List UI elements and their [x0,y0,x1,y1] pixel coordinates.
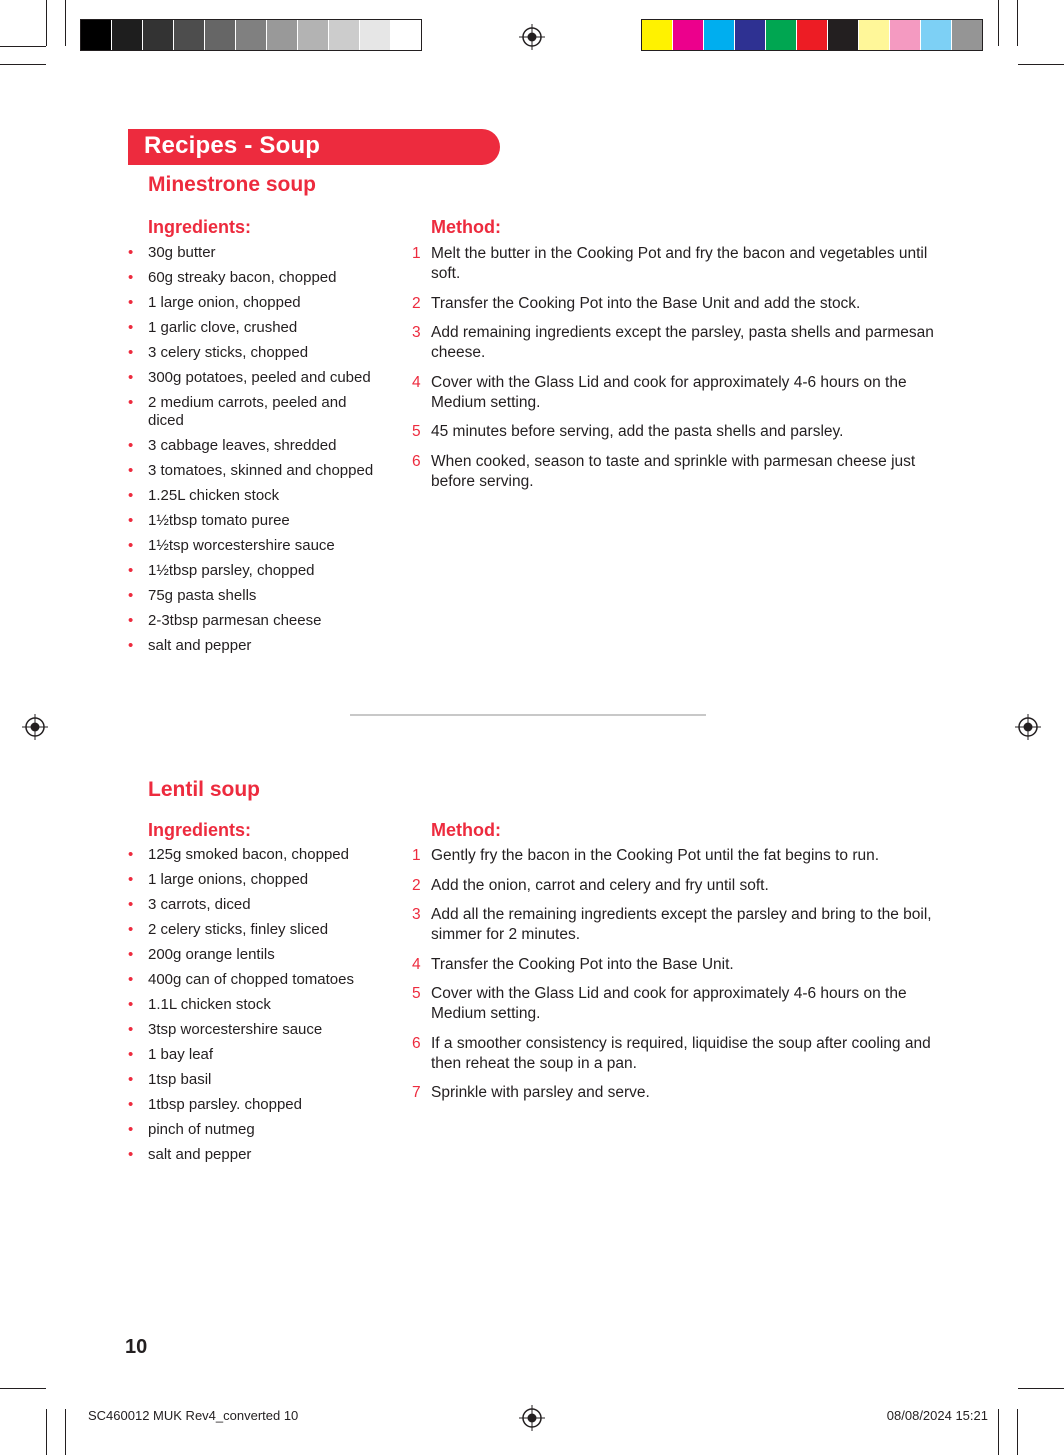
section-header-bar [128,129,500,165]
method-heading: Method: [431,820,501,840]
method-list-minestrone [406,244,946,501]
color-swatch [673,20,704,50]
ingredient-text: 1½tbsp tomato puree [148,512,290,529]
ingredient-item [128,512,378,530]
method-step [406,1034,946,1074]
bullet-icon: • [128,344,134,361]
step-number: 4 [412,373,421,391]
crop-mark [46,1409,47,1455]
method-step [406,846,946,866]
bullet-icon: • [128,896,134,913]
crop-mark [1018,64,1064,65]
ingredient-item [128,871,378,889]
ingredients-list-minestrone [128,244,378,662]
ingredient-item [128,587,378,605]
ingredient-item [128,1146,378,1164]
ingredient-item [128,846,378,864]
bullet-icon: • [128,437,134,454]
ingredient-item [128,319,378,337]
step-text: Cover with the Glass Lid and cook for approximately 4-6 hours on the Medium setting. [431,373,907,411]
color-swatch [952,20,982,50]
step-number: 6 [412,452,421,470]
ingredient-text: 1 large onion, chopped [148,294,301,311]
registration-mark-icon [519,1405,545,1431]
color-swatch [112,20,143,50]
step-text: Transfer the Cooking Pot into the Base Unit and add the stock. [431,294,861,312]
bullet-icon: • [128,487,134,504]
bullet-icon: • [128,369,134,386]
bullet-icon: • [128,846,134,863]
step-number: 5 [412,985,421,1002]
step-number: 3 [412,906,421,923]
crop-mark [0,1388,46,1389]
ingredient-text: 1 large onions, chopped [148,871,309,888]
method-step [406,294,946,314]
color-swatch [236,20,267,50]
color-swatch [143,20,174,50]
bullet-icon: • [128,269,134,286]
step-number: 6 [412,1034,421,1052]
ingredient-item [128,269,378,287]
method-step [406,323,946,363]
page-number: 10 [125,1336,148,1358]
ingredient-item [128,369,378,387]
step-number: 2 [412,294,421,312]
bullet-icon: • [128,1021,134,1038]
color-swatch [828,20,859,50]
crop-mark [998,1409,999,1455]
ingredient-item [128,612,378,630]
crop-mark [1018,1388,1064,1389]
ingredient-text: 2-3tbsp parmesan cheese [148,612,322,629]
color-swatch [890,20,921,50]
ingredient-text: 1tsp basil [148,1071,212,1088]
ingredient-text: 3 carrots, diced [148,896,251,913]
color-swatch [859,20,890,50]
bullet-icon: • [128,971,134,988]
print-slug-date: 08/08/2024 15:21 [886,1408,988,1423]
ingredient-item [128,1046,378,1064]
ingredient-item [128,487,378,505]
color-swatch [298,20,329,50]
ingredient-text: salt and pepper [148,1146,252,1163]
color-swatch [81,20,112,50]
ingredient-text: 30g butter [148,244,216,261]
color-swatch [735,20,766,50]
step-number: 1 [412,847,421,864]
ingredient-item [128,294,378,312]
bullet-icon: • [128,319,134,336]
ingredient-text: 125g smoked bacon, chopped [148,846,349,863]
ingredient-item [128,437,378,455]
ingredient-text: 1 garlic clove, crushed [148,319,298,336]
method-step [406,452,946,492]
ingredient-item [128,537,378,555]
method-step [406,876,946,896]
recipe-title-minestrone: Minestrone soup [148,173,317,196]
step-number: 4 [412,955,421,973]
crop-mark [65,0,66,46]
ingredient-text: 1 bay leaf [148,1046,214,1063]
ingredient-text: 2 celery sticks, finley sliced [148,921,329,938]
bullet-icon: • [128,394,134,411]
ingredient-text: 2 medium carrots, peeled and diced [148,394,347,429]
bullet-icon: • [128,612,134,629]
bullet-icon: • [128,1071,134,1088]
color-swatch [267,20,298,50]
crop-mark [0,46,46,47]
step-text: Melt the butter in the Cooking Pot and fry the bacon and vegetables until soft. [431,245,928,282]
step-text: Add remaining ingredients except the parsley, pasta shells and parmesan cheese. [431,324,934,361]
ingredients-list-lentil [128,846,378,1171]
crop-mark [1017,1409,1018,1455]
ingredient-text: 1.1L chicken stock [148,996,271,1013]
bullet-icon: • [128,562,134,579]
ingredient-text: 200g orange lentils [148,946,275,963]
method-step [406,373,946,413]
method-step [406,422,946,442]
step-number: 7 [412,1084,421,1101]
color-swatch [391,20,421,50]
ingredient-item [128,946,378,964]
ingredient-item [128,921,378,939]
bullet-icon: • [128,587,134,604]
ingredient-item [128,394,378,430]
recipe-title-lentil: Lentil soup [148,778,260,801]
ingredient-item [128,996,378,1014]
bullet-icon: • [128,1096,134,1113]
color-swatch [704,20,735,50]
ingredient-text: 1½tsp worcestershire sauce [148,537,335,554]
crop-mark [0,64,46,65]
ingredient-item [128,637,378,655]
method-heading: Method: [431,217,501,237]
color-swatch [360,20,391,50]
ingredient-text: 1½tbsp parsley, chopped [148,562,315,579]
color-swatch [329,20,360,50]
bullet-icon: • [128,294,134,311]
ingredient-item [128,244,378,262]
bullet-icon: • [128,637,134,654]
bullet-icon: • [128,946,134,963]
ingredient-item [128,562,378,580]
bullet-icon: • [128,1121,134,1138]
ingredient-text: 3tsp worcestershire sauce [148,1021,323,1038]
ingredient-text: salt and pepper [148,637,252,654]
step-text: 45 minutes before serving, add the pasta shells and parsley. [431,423,844,440]
ingredient-item [128,344,378,362]
step-text: Add the onion, carrot and celery and fry until soft. [431,876,769,894]
process-color-bar [641,19,983,51]
bullet-icon: • [128,921,134,938]
step-text: When cooked, season to taste and sprinkle with parmesan cheese just before serving. [431,452,916,490]
ingredient-text: 3 celery sticks, chopped [148,344,309,361]
color-swatch [921,20,952,50]
method-step [406,984,946,1024]
ingredient-text: 300g potatoes, peeled and cubed [148,369,371,386]
ingredient-text: 1tbsp parsley. chopped [148,1096,302,1113]
bullet-icon: • [128,871,134,888]
ingredient-item [128,1096,378,1114]
registration-mark-icon [519,24,545,50]
ingredient-item [128,1021,378,1039]
step-number: 5 [412,423,421,440]
ingredient-text: 3 cabbage leaves, shredded [148,437,337,454]
method-list-lentil [406,846,946,1113]
step-text: Add all the remaining ingredients except the parsley and bring to the boil, simmer for 2 minutes. [431,906,932,943]
color-swatch [642,20,673,50]
method-step [406,244,946,284]
crop-mark [998,0,999,46]
step-text: If a smoother consistency is required, liquidise the soup after cooling and then reheat the soup in a pan. [431,1034,931,1072]
step-number: 2 [412,876,421,894]
bullet-icon: • [128,537,134,554]
bullet-icon: • [128,462,134,479]
step-text: Sprinkle with parsley and serve. [431,1084,650,1101]
method-step [406,1083,946,1103]
step-text: Transfer the Cooking Pot into the Base Unit. [431,955,734,973]
ingredient-text: 1.25L chicken stock [148,487,280,504]
ingredient-text: 400g can of chopped tomatoes [148,971,354,988]
step-number: 1 [412,245,421,262]
ingredient-item [128,971,378,989]
step-text: Gently fry the bacon in the Cooking Pot until the fat begins to run. [431,847,880,864]
ingredients-heading: Ingredients: [148,820,252,840]
ingredients-heading: Ingredients: [148,217,252,237]
step-text: Cover with the Glass Lid and cook for approximately 4-6 hours on the Medium setting. [431,985,907,1022]
ingredient-item [128,896,378,914]
color-swatch [766,20,797,50]
ingredient-item [128,1121,378,1139]
grayscale-color-bar [80,19,422,51]
bullet-icon: • [128,244,134,261]
method-step [406,905,946,945]
step-number: 3 [412,324,421,341]
print-slug-file: SC460012 MUK Rev4_converted 10 [88,1408,299,1423]
bullet-icon: • [128,1046,134,1063]
color-swatch [797,20,828,50]
ingredient-item [128,1071,378,1089]
recipe-divider [350,714,706,716]
ingredient-text: 75g pasta shells [148,587,257,604]
bullet-icon: • [128,996,134,1013]
ingredient-text: 3 tomatoes, skinned and chopped [148,462,374,479]
registration-mark-icon [1015,714,1041,740]
bullet-icon: • [128,1146,134,1163]
ingredient-item [128,462,378,480]
method-step [406,955,946,975]
crop-mark [1017,0,1018,46]
page-title: Recipes - Soup [144,132,321,159]
crop-mark [46,0,47,46]
bullet-icon: • [128,512,134,529]
ingredient-text: pinch of nutmeg [148,1121,255,1138]
registration-mark-icon [22,714,48,740]
color-swatch [174,20,205,50]
ingredient-text: 60g streaky bacon, chopped [148,269,337,286]
crop-mark [65,1409,66,1455]
color-swatch [205,20,236,50]
